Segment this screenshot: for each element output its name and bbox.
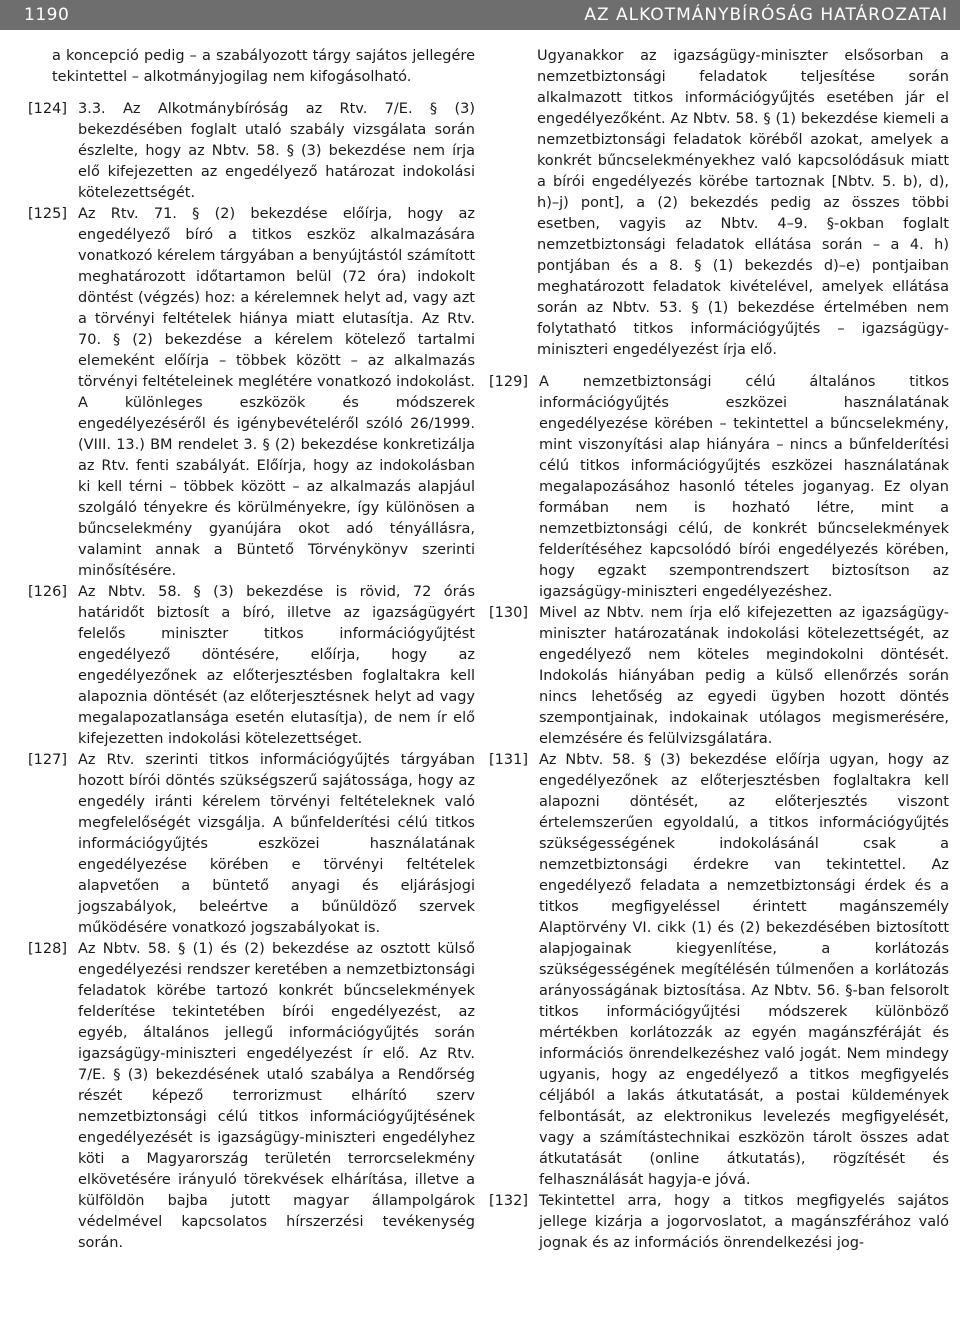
right-continuation-paragraph: Ugyanakkor az igazságügy-miniszter elsősorban a nemzetbiztonsági feladatok teljesítése során alkalmazott titkos információgyűjtés esetében jár el engedélyezőként. Az Nbtv. 58. § (1) bekezdése kiemeli a nemzetbiztonsági feladatok köréből azokat, amelyek a konkrét bűncselekményekhez való kapcsolódásuk miatt a bírói engedélyezés körébe tartoznak [Nbtv. 5. b), d), h)–j) pont], a (2) bekezdés pedig az összes többi esetben, vagyis az Nbtv. 4–9. §-okban foglalt nemzetbiztonsági feladatok ellátása során – a 4. h) pontjában és a 8. § (1) bekezdés d)–e) pontjaiban meghatározott feladatok kivételével, amelyek ellátása során az Nbtv. 53. § (1) bekezdése értelmében nem folytatható titkos információgyűjtés – igazságügy-miniszteri engedélyezést írja elő. xyxy=(537,48,949,358)
paragraph-text: Az Nbtv. 58. § (3) bekezdése előírja ugyan, hogy az engedélyezőnek az előterjesztésben foglaltakra kell alapozni döntését, az előterjesztés viszont értelemszerűen egyoldalú, a titkos információgyűjtés szükségességének indokolásánál csak a nemzetbiztonsági érdekre van tekintettel. Az engedélyező feladata a nemzetbiztonsági érdek és a titkos megfigyeléssel érintett magánszemély Alaptörvény VI. cikk (1) és (2) bekezdésében biztosított alapjogainak kiegyenlítése, a korlátozás szükségességének megítélésén túlmenően a korlátozás arányosságának biztosítása. Az Nbtv. 56. §-ban felsorolt titkos információgyűjtési módszerek különböző mértékben korlátozzák az egyén magánszféráját és információs önrendelkezéshez való jogát. Nem mindegy ugyanis, hogy az engedélyező a titkos megfigyelés céljából a lakás átkutatását, a postai küldemények felbontását, az elektronikus levelezés megfigyelését, vagy a számítástechnikai eszközön tárolt összes adat átkutatását (online átkutatás), rögzítését és felhasználását hagyja-e jóvá. xyxy=(539,752,949,1188)
paragraph-125 xyxy=(28,204,475,582)
running-title: AZ ALKOTMÁNYBÍRÓSÁG HATÁROZATAI xyxy=(584,5,948,25)
running-header xyxy=(0,0,960,30)
paragraph-128 xyxy=(28,939,475,1254)
paragraph-number: [126] xyxy=(28,584,67,600)
paragraph-number: [128] xyxy=(28,941,67,957)
paragraph-number: [131] xyxy=(489,752,528,768)
paragraph-124 xyxy=(28,99,475,204)
paragraph-text: Az Rtv. 71. § (2) bekezdése előírja, hogy az engedélyező bíró a titkos eszköz alkalmazására vonatkozó kérelem tárgyában a benyújtástól számított meghatározott időtartamon belül (72 óra) indokolt döntést (végzés) hoz: a kérelemnek helyt ad, vagy azt a törvényi feltételek hiánya miatt elutasítja. Az Rtv. 70. § (2) bekezdése a kérelem kötelező tartalmi elemeként előírja – többek között – az alkalmazás törvényi feltételeinek meglétére vonatkozó indokolást. A különleges eszközök és módszerek engedélyezéséről és igénybevételéről szóló 26/1999. (VIII. 13.) BM rendelet 3. § (2) bekezdése konkretizálja az Rtv. fenti szabályát. Előírja, hogy az indokolásban ki kell térni – többek között – az alkalmazás alapjául szolgáló tényekre és körülményekre, így különösen a bűncselekmény gyanújára okot adó tényállásra, valamint annak a Büntető Törvénykönyv szerinti minősítésére. xyxy=(78,206,476,579)
paragraph-text: Az Nbtv. 58. § (3) bekezdése is rövid, 72 órás határidőt biztosít a bíró, illetve az igazságügyért felelős miniszter titkos információgyűjtést engedélyező döntésére, előírja, hogy az engedélyezőnek az előterjesztésben foglaltakra kell alapoznia döntését (az előterjesztésnek helyt ad vagy megalapozatlansága esetén elutasítja), de nem ír elő kifejezetten indokolási kötelezettséget. xyxy=(78,584,475,747)
right-column xyxy=(489,46,949,1254)
paragraph-number: [125] xyxy=(28,206,67,222)
left-column xyxy=(28,46,475,1254)
paragraph-text: Az Nbtv. 58. § (1) és (2) bekezdése az osztott külső engedélyezési rendszer keretében a nemzetbiztonsági feladatok körébe tartozó konkrét bűncselekmények felderítése tekintetében bírói engedélyezést, az egyéb, általános jellegű információgyűjtés során igazságügy-miniszteri engedélyezést ír elő. Az Rtv. 7/E. § (3) bekezdésének utaló szabálya a Rendőrség részét képező terrorizmust elhárító szerv nemzetbiztonsági célú titkos információgyűjtésének engedélyezését is igazságügy-miniszteri engedélyhez köti a Magyarország területén terrorcselekmény elkövetésére irányuló törekvések elhárítása, illetve a külföldön bajba jutott magyar állampolgárok védelmével kapcsolatos hírszerzési tevékenység során. xyxy=(78,941,475,1251)
paragraph-text: A nemzetbiztonsági célú általános titkos információgyűjtés eszközei használatának engedélyezése körében – tekintettel a bűncselekmény, mint viszonyítási alap hiányára – nincs a bűnfelderítési célú titkos információgyűjtés eszközei használatának megalapozásához hasonló tételes joganyag. Ez olyan formában nem is hozható létre, mint a nemzetbiztonsági célú, de konkrét bűncselekmények felderítéséhez kapcsolódó bírói engedélyezés körében, hogy egzakt szempontrendszert biztosítson az igazságügy-miniszteri engedélyezéshez. xyxy=(539,374,949,600)
paragraph-number: [124] xyxy=(28,101,67,117)
paragraph-text: Tekintettel arra, hogy a titkos megfigyelés sajátos jellege kizárja a jogorvoslatot, a magánszférához való jognak és az információs önrendelkezési jog- xyxy=(539,1193,949,1251)
paragraph-132 xyxy=(489,1191,949,1254)
paragraph-text: Az Rtv. szerinti titkos információgyűjtés tárgyában hozott bírói döntés szükségszerű sajátossága, hogy az engedély iránti kérelem törvényi feltételeknek való megfelelőségét vizsgálja. A bűnfelderítési célú titkos információgyűjtés eszközei használatának engedélyezése körében e törvényi feltételek alapvetően a büntető anyagi és eljárásjogi jogszabályok, beleértve a bűnüldöző szervek működésére vonatkozó jogszabályokat is. xyxy=(78,752,475,936)
paragraph-130 xyxy=(489,603,949,750)
paragraph-number: [130] xyxy=(489,605,528,621)
page-number: 1190 xyxy=(24,5,70,25)
paragraph-text: 3.3. Az Alkotmánybíróság az Rtv. 7/E. § (3) bekezdésében foglalt utaló szabály vizsgálata során észlelte, hogy az Nbtv. 58. § (3) bekezdése nem írja elő kifejezetten az engedélyező határozat indokolási kötelezettségét. xyxy=(78,101,475,201)
paragraph-number: [127] xyxy=(28,752,67,768)
paragraph-number: [129] xyxy=(489,374,528,390)
paragraph-126 xyxy=(28,582,475,750)
paragraph-number: [132] xyxy=(489,1193,528,1209)
paragraph-131 xyxy=(489,750,949,1191)
paragraph-text: Mivel az Nbtv. nem írja elő kifejezetten az igazságügy-miniszter határozatának indokolási kötelezettségét, az engedélyező nem köteles megindokolni döntését. Indokolás hiányában pedig a külső ellenőrzés során nincs lehetőség az egyedi ügyben hozott döntés szempontjainak, indokainak utólagos megismerésére, elemzésére és felülvizsgálatára. xyxy=(539,605,949,747)
paragraph-129 xyxy=(489,372,949,603)
left-intro-paragraph: a koncepció pedig – a szabályozott tárgy sajátos jellegére tekintettel – alkotmányjogilag nem kifogásolható. xyxy=(52,48,475,85)
paragraph-127 xyxy=(28,750,475,939)
